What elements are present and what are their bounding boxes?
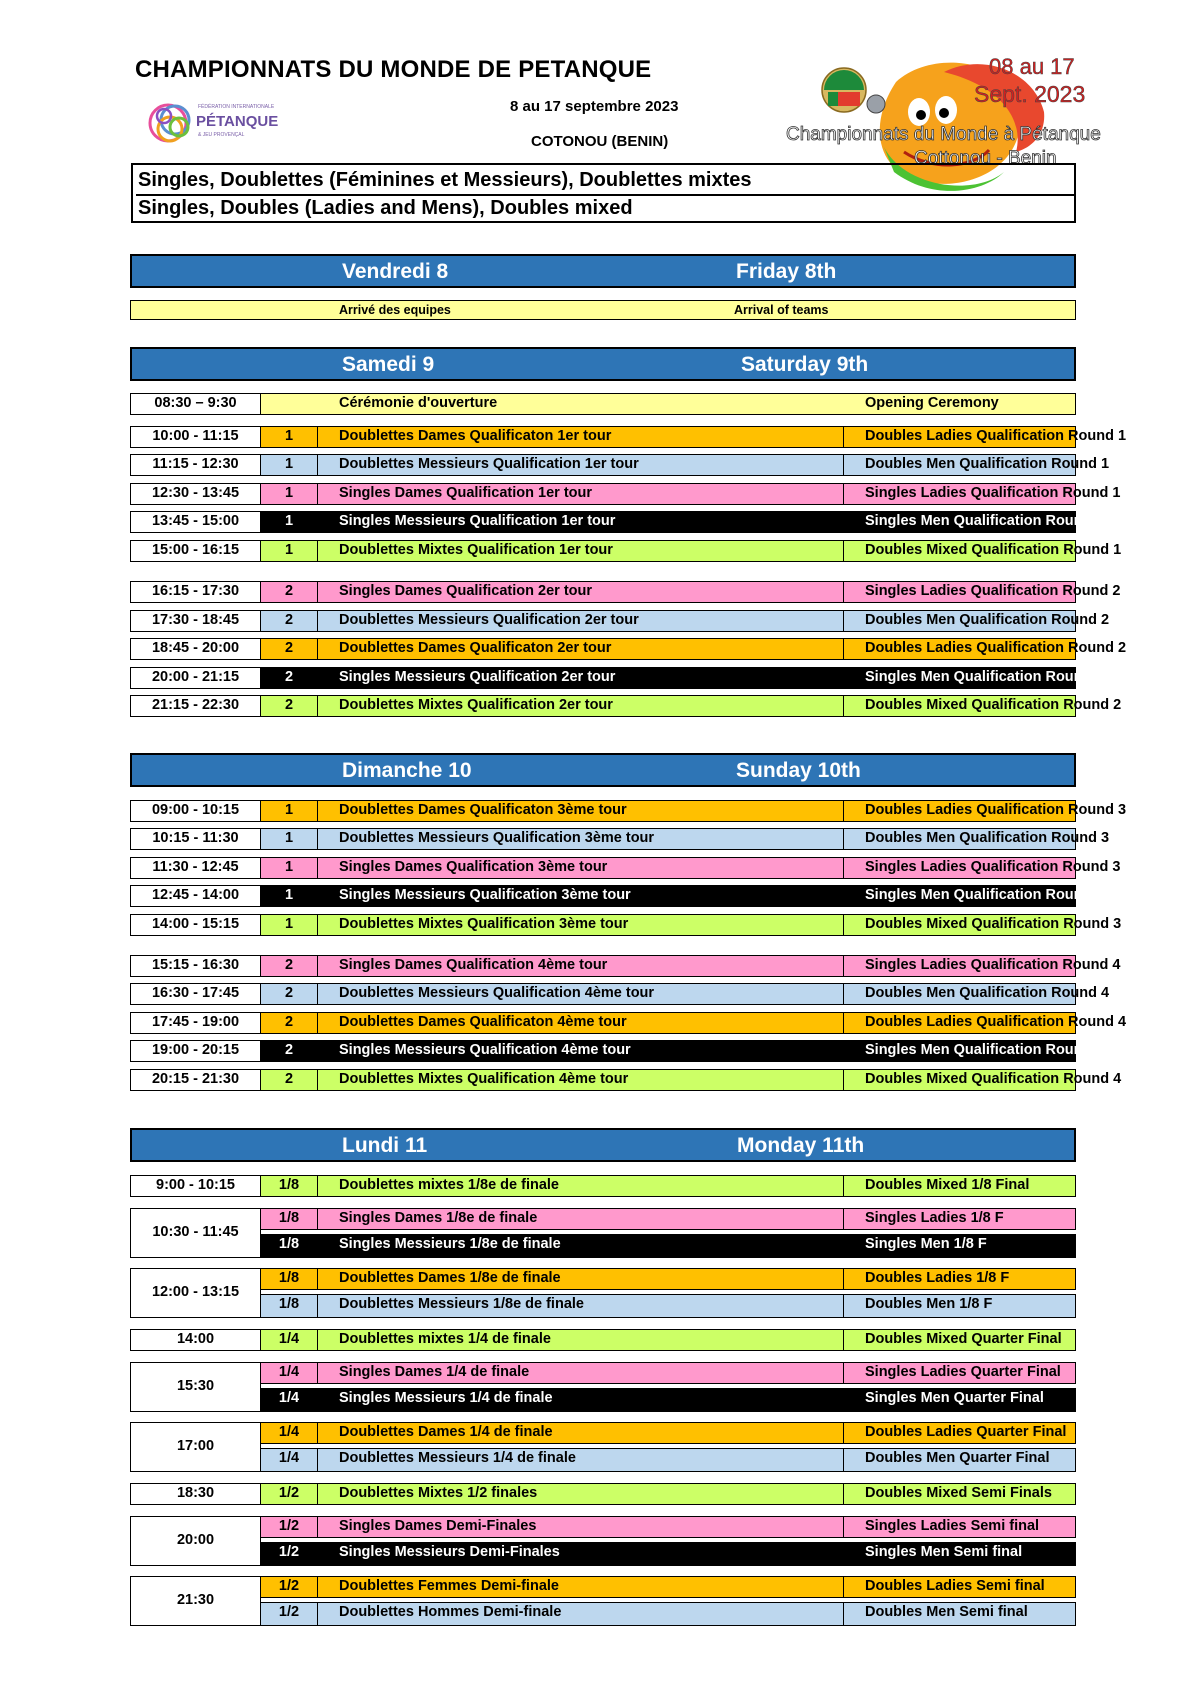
row-time: 16:15 - 17:30 (131, 582, 261, 602)
schedule-row (130, 483, 1121, 505)
schedule-row (130, 1483, 1076, 1505)
row-event-en: Singles Men Qualification Round 2 (844, 668, 1075, 688)
row-round: 1 (261, 484, 318, 504)
row-event-en: Doubles Men Qualification Round 4 (844, 984, 1075, 1004)
row-event-en: Singles Ladies Qualification Round 2 (844, 582, 1075, 602)
row-event-fr: Doublettes Mixtes Qualification 2er tour (318, 696, 844, 716)
day-label-en: Friday 8th (736, 260, 837, 283)
row-time: 18:45 - 20:00 (131, 639, 261, 659)
event-city: COTONOU (BENIN) (531, 133, 669, 150)
row-round: 1/8 (261, 1269, 318, 1289)
row-event-fr: Singles Dames Qualification 1er tour (318, 484, 844, 504)
row-event-fr: Doublettes mixtes 1/4 de finale (318, 1330, 844, 1350)
row-round: 1/8 (261, 1295, 318, 1317)
row-time: 17:45 - 19:00 (131, 1013, 261, 1033)
schedule-row (260, 1516, 1076, 1538)
subtitle-french: Singles, Doublettes (Féminines et Messieurs), Doublettes mixtes (136, 167, 1074, 196)
row-event-en: Doubles Men Qualification Round 3 (844, 829, 1075, 849)
row-event-en: Singles Men Qualification Round 3 (844, 886, 1075, 906)
row-event-fr: Singles Dames Qualification 3ème tour (318, 858, 844, 878)
schedule-row (260, 1362, 1076, 1384)
row-event-en: Singles Ladies 1/8 F (844, 1209, 1075, 1229)
row-event-en: Doubles Ladies Qualification Round 2 (844, 639, 1075, 659)
row-time: 12:30 - 13:45 (131, 484, 261, 504)
schedule-row (130, 454, 1110, 476)
row-time: 11:30 - 12:45 (131, 858, 261, 878)
row-round: 2 (261, 1013, 318, 1033)
row-event-fr: Doublettes Mixtes Qualification 3ème tour (318, 915, 844, 935)
schedule-row (130, 857, 1121, 879)
row-event-fr: Doublettes Mixtes 1/2 finales (318, 1484, 844, 1504)
row-event-fr: Singles Dames 1/4 de finale (318, 1363, 844, 1383)
row-event-fr: Singles Dames Demi-Finales (318, 1517, 844, 1537)
row-round: 1/8 (261, 1235, 318, 1257)
pair-time: 12:00 - 13:15 (130, 1268, 261, 1318)
schedule-pair (130, 1422, 1076, 1472)
fed-logo-text: PÉTANQUE (196, 113, 279, 130)
pair-time: 17:00 (130, 1422, 261, 1472)
row-round: 1 (261, 886, 318, 906)
row-event-en: Doubles Mixed Qualification Round 4 (844, 1070, 1075, 1090)
row-event-fr: Doublettes Dames Qualificaton 1er tour (318, 427, 844, 447)
day-label-fr: Vendredi 8 (342, 260, 449, 283)
schedule-row (130, 1069, 1122, 1091)
champ-logo-year: Sept. 2023 (974, 81, 1086, 107)
row-event-en: Singles Ladies Semi final (844, 1517, 1075, 1537)
ceremony-label-fr: Cérémonie d'ouverture (339, 395, 498, 411)
row-round: 1/4 (261, 1330, 318, 1350)
row-event-fr: Doublettes Messieurs 1/8e de finale (318, 1295, 844, 1317)
schedule-row (130, 1040, 1104, 1062)
row-event-fr: Doublettes mixtes 1/8e de finale (318, 1176, 844, 1196)
schedule-row (130, 667, 1104, 689)
row-event-fr: Doublettes Messieurs Qualification 2er tour (318, 611, 844, 631)
row-time: 20:00 - 21:15 (131, 668, 261, 688)
row-time: 19:00 - 20:15 (131, 1041, 261, 1061)
schedule-row (130, 511, 1104, 533)
row-round: 1/8 (261, 1209, 318, 1229)
row-time: 13:45 - 15:00 (131, 512, 261, 532)
row-event-en: Doubles Mixed Qualification Round 1 (844, 541, 1075, 561)
federation-logo (148, 96, 279, 151)
row-round: 1 (261, 512, 318, 532)
row-event-fr: Singles Messieurs Qualification 3ème tour (318, 886, 844, 906)
ceremony-row (130, 393, 1076, 415)
row-round: 2 (261, 1041, 318, 1061)
row-event-fr: Doublettes Dames 1/4 de finale (318, 1423, 844, 1443)
row-round: 1/4 (261, 1363, 318, 1383)
row-event-en: Singles Men 1/8 F (844, 1235, 1075, 1257)
row-event-en: Doubles Mixed Qualification Round 2 (844, 696, 1075, 716)
arrival-label-fr: Arrivé des equipes (339, 303, 451, 317)
schedule-row (260, 1576, 1076, 1598)
row-event-fr: Doublettes Messieurs Qualification 4ème tour (318, 984, 844, 1004)
schedule-row (130, 426, 1127, 448)
row-event-fr: Doublettes Dames Qualificaton 4ème tour (318, 1013, 844, 1033)
row-event-en: Singles Men Semi final (844, 1543, 1075, 1565)
row-time: 16:30 - 17:45 (131, 984, 261, 1004)
day-header-saturday (130, 347, 1076, 381)
event-dates: 8 au 17 septembre 2023 (510, 98, 679, 115)
row-event-en: Doubles Men Semi final (844, 1603, 1075, 1625)
row-event-fr: Doublettes Dames Qualificaton 2er tour (318, 639, 844, 659)
row-event-fr: Singles Messieurs 1/4 de finale (318, 1389, 844, 1411)
row-event-fr: Singles Messieurs Qualification 1er tour (318, 512, 844, 532)
schedule-row (260, 1208, 1076, 1230)
schedule-row (260, 1234, 1076, 1258)
schedule-pair (130, 1208, 1076, 1258)
row-event-fr: Singles Dames Qualification 4ème tour (318, 956, 844, 976)
pair-time: 20:00 (130, 1516, 261, 1566)
row-round: 1/4 (261, 1449, 318, 1471)
row-event-fr: Singles Messieurs Demi-Finales (318, 1543, 844, 1565)
row-time: 12:45 - 14:00 (131, 886, 261, 906)
row-event-fr: Doublettes Femmes Demi-finale (318, 1577, 844, 1597)
row-event-en: Singles Men Qualification Round 1 (844, 512, 1075, 532)
ceremony-label-en: Opening Ceremony (865, 395, 999, 411)
schedule-row (130, 800, 1127, 822)
row-event-en: Doubles Men Qualification Round 2 (844, 611, 1075, 631)
day-label-fr: Samedi 9 (342, 353, 435, 376)
schedule-pair (130, 1516, 1076, 1566)
schedule-pair (130, 1362, 1076, 1412)
row-event-en: Singles Men Qualification Round 4 (844, 1041, 1075, 1061)
row-round: 1 (261, 858, 318, 878)
row-time: 15:15 - 16:30 (131, 956, 261, 976)
row-round: 1/2 (261, 1603, 318, 1625)
schedule-pair (130, 1576, 1076, 1626)
champ-logo-city: Cottonou - Benin (914, 148, 1057, 169)
arrival-row (130, 300, 1076, 320)
row-round: 2 (261, 611, 318, 631)
row-time: 9:00 - 10:15 (131, 1176, 261, 1196)
fed-logo-small: FÉDÉRATION INTERNATIONALE (198, 104, 275, 110)
row-round: 2 (261, 668, 318, 688)
row-event-fr: Doublettes Mixtes Qualification 4ème tour (318, 1070, 844, 1090)
row-event-en: Doubles Mixed 1/8 Final (844, 1176, 1075, 1196)
schedule-row (130, 1329, 1076, 1351)
schedule-row (260, 1602, 1076, 1626)
schedule-row (260, 1542, 1076, 1566)
row-round: 1/4 (261, 1389, 318, 1411)
row-round: 1/8 (261, 1176, 318, 1196)
row-time: 20:15 - 21:30 (131, 1070, 261, 1090)
row-event-fr: Singles Messieurs Qualification 4ème tour (318, 1041, 844, 1061)
schedule-row (260, 1268, 1076, 1290)
schedule-row (260, 1448, 1076, 1472)
row-event-en: Singles Ladies Qualification Round 1 (844, 484, 1075, 504)
schedule-row (130, 638, 1127, 660)
row-event-en: Doubles Ladies Semi final (844, 1577, 1075, 1597)
row-event-en: Doubles Ladies Qualification Round 3 (844, 801, 1075, 821)
row-event-fr: Doublettes Messieurs 1/4 de finale (318, 1449, 844, 1471)
row-event-fr: Singles Dames Qualification 2er tour (318, 582, 844, 602)
champ-logo-dates: 08 au 17 (989, 54, 1075, 79)
schedule-row (130, 955, 1121, 977)
row-round: 2 (261, 582, 318, 602)
row-time: 17:30 - 18:45 (131, 611, 261, 631)
row-event-fr: Singles Dames 1/8e de finale (318, 1209, 844, 1229)
schedule-row (130, 695, 1122, 717)
row-event-fr: Doublettes Dames Qualificaton 3ème tour (318, 801, 844, 821)
schedule-row (130, 983, 1110, 1005)
row-round: 1/2 (261, 1577, 318, 1597)
row-event-fr: Doublettes Messieurs Qualification 1er tour (318, 455, 844, 475)
row-round: 1/2 (261, 1484, 318, 1504)
row-time: 21:15 - 22:30 (131, 696, 261, 716)
row-round: 1 (261, 541, 318, 561)
row-event-fr: Doublettes Messieurs Qualification 3ème tour (318, 829, 844, 849)
row-time: 10:00 - 11:15 (131, 427, 261, 447)
fed-logo-sub: & JEU PROVENÇAL (198, 132, 245, 138)
row-event-en: Doubles Men 1/8 F (844, 1295, 1075, 1317)
schedule-pair (130, 1268, 1076, 1318)
row-round: 2 (261, 1070, 318, 1090)
row-event-en: Doubles Mixed Quarter Final (844, 1330, 1075, 1350)
row-round: 1/2 (261, 1543, 318, 1565)
day-header-sunday (130, 753, 1076, 787)
row-round: 1 (261, 829, 318, 849)
row-round: 2 (261, 956, 318, 976)
row-round: 2 (261, 696, 318, 716)
champ-logo-title: Championnats du Monde à Pétanque (786, 124, 1101, 145)
row-event-fr: Doublettes Hommes Demi-finale (318, 1603, 844, 1625)
arrival-label-en: Arrival of teams (734, 303, 829, 317)
row-event-en: Singles Ladies Qualification Round 4 (844, 956, 1075, 976)
row-time: 15:00 - 16:15 (131, 541, 261, 561)
row-event-fr: Singles Messieurs Qualification 2er tour (318, 668, 844, 688)
schedule-row (260, 1388, 1076, 1412)
schedule-row (130, 914, 1122, 936)
row-time: 10:15 - 11:30 (131, 829, 261, 849)
row-round: 2 (261, 639, 318, 659)
schedule-row (260, 1422, 1076, 1444)
row-event-en: Doubles Mixed Qualification Round 3 (844, 915, 1075, 935)
day-label-fr: Dimanche 10 (342, 759, 472, 782)
day-label-en: Sunday 10th (736, 759, 861, 782)
row-time: 14:00 (131, 1330, 261, 1350)
row-event-fr: Doublettes Mixtes Qualification 1er tour (318, 541, 844, 561)
day-label-en: Saturday 9th (741, 353, 869, 376)
pair-time: 21:30 (130, 1576, 261, 1626)
ceremony-time: 08:30 – 9:30 (131, 394, 261, 414)
schedule-row (130, 1175, 1076, 1197)
schedule-row (130, 610, 1110, 632)
row-round: 1/4 (261, 1423, 318, 1443)
row-event-en: Singles Ladies Qualification Round 3 (844, 858, 1075, 878)
row-event-fr: Singles Messieurs 1/8e de finale (318, 1235, 844, 1257)
pair-time: 15:30 (130, 1362, 261, 1412)
row-event-en: Doubles Mixed Semi Finals (844, 1484, 1075, 1504)
day-header-friday (130, 254, 1076, 288)
row-round: 2 (261, 984, 318, 1004)
row-time: 18:30 (131, 1484, 261, 1504)
row-round: 1 (261, 427, 318, 447)
row-round: 1 (261, 915, 318, 935)
subtitle-english: Singles, Doubles (Ladies and Mens), Doubles mixed (138, 197, 633, 219)
row-event-en: Doubles Ladies Qualification Round 4 (844, 1013, 1075, 1033)
page-title: CHAMPIONNATS DU MONDE DE PETANQUE (135, 56, 652, 83)
row-event-en: Singles Ladies Quarter Final (844, 1363, 1075, 1383)
row-event-en: Doubles Ladies Qualification Round 1 (844, 427, 1075, 447)
pair-time: 10:30 - 11:45 (130, 1208, 261, 1258)
day-label-en: Monday 11th (737, 1134, 865, 1157)
row-event-en: Doubles Men Quarter Final (844, 1449, 1075, 1471)
row-time: 14:00 - 15:15 (131, 915, 261, 935)
row-event-fr: Doublettes Dames 1/8e de finale (318, 1269, 844, 1289)
row-round: 1/2 (261, 1517, 318, 1537)
row-time: 09:00 - 10:15 (131, 801, 261, 821)
row-round: 1 (261, 455, 318, 475)
schedule-row (260, 1294, 1076, 1318)
schedule-row (130, 540, 1122, 562)
row-event-en: Doubles Ladies 1/8 F (844, 1269, 1075, 1289)
day-header-monday (130, 1128, 1076, 1162)
row-time: 11:15 - 12:30 (131, 455, 261, 475)
schedule-row (130, 1012, 1127, 1034)
schedule-row (130, 885, 1104, 907)
subtitle-box (131, 163, 1076, 223)
day-label-fr: Lundi 11 (342, 1134, 428, 1157)
row-event-en: Doubles Men Qualification Round 1 (844, 455, 1075, 475)
row-event-en: Doubles Ladies Quarter Final (844, 1423, 1075, 1443)
row-event-en: Singles Men Quarter Final (844, 1389, 1075, 1411)
schedule-row (130, 581, 1121, 603)
row-round: 1 (261, 801, 318, 821)
schedule-row (130, 828, 1110, 850)
